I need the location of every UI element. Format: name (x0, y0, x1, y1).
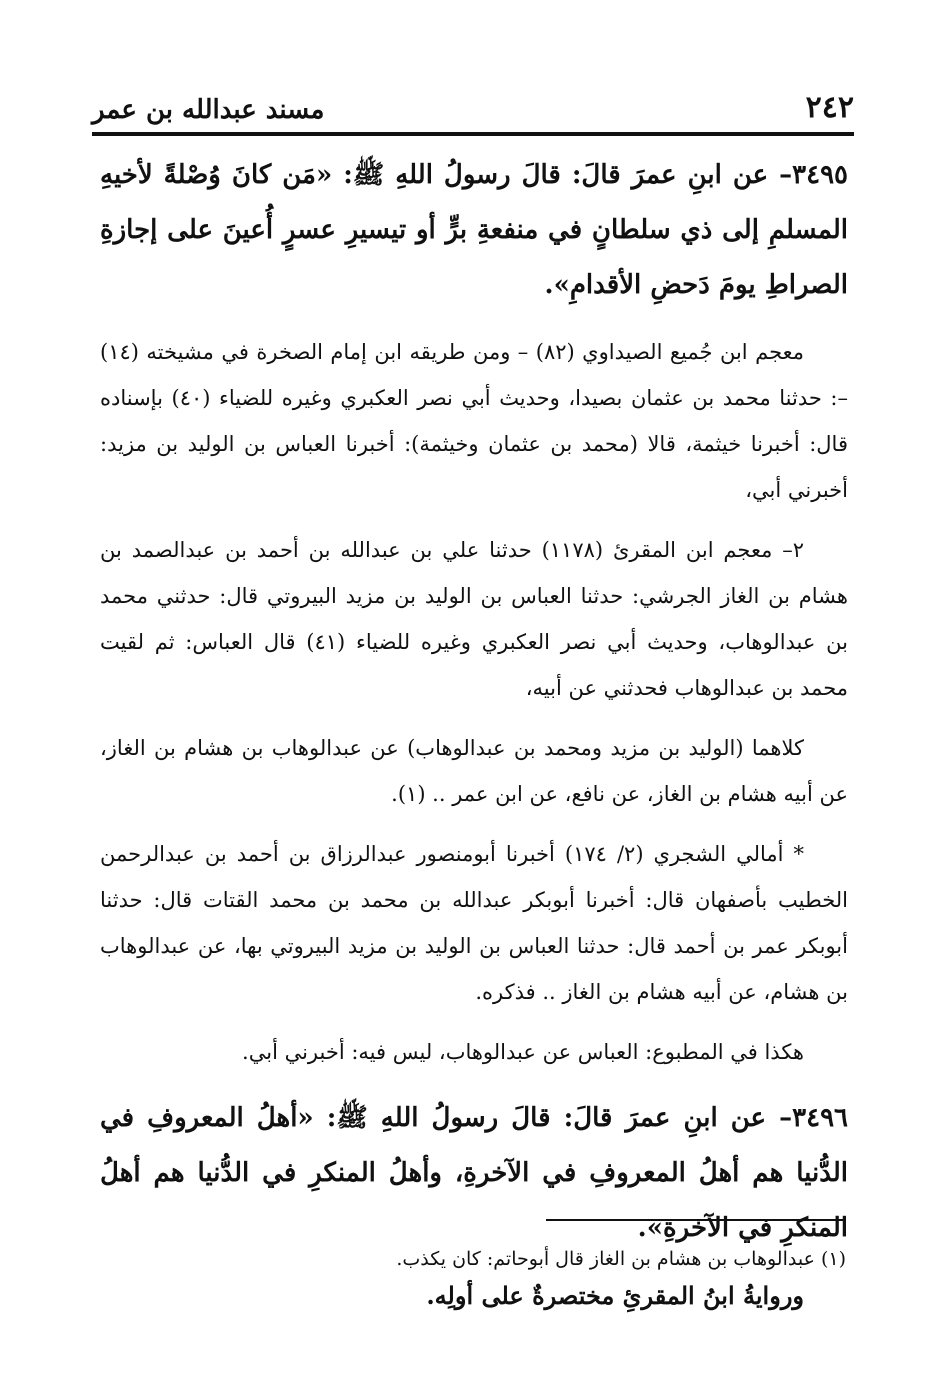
source-paragraph-1: معجم ابن جُميع الصيداوي (٨٢) – ومن طريقه ابن إمام الصخرة في مشيخته (١٤) –: حدثنا محمد بن عثمان بصيدا، وحديث أبي نصر العكبري وغيره للضياء (٤٠) بإسناده قال: أخبرنا خيثمة، قالا (محمد بن عثمان وخيثمة): أخبرنا العباس بن الوليد بن مزيد: أخبرني أبي، (100, 340, 848, 502)
footnote-rule (546, 1219, 846, 1221)
hadith-3495: ٣٤٩٥– عن ابنِ عمرَ قالَ: قالَ رسولُ اللهِ ﷺ: «مَن كانَ وُصْلةً لأخيهِ المسلمِ إلى ذي سلطانٍ في منفعةِ برٍّ أو تيسيرِ عسرٍ أُعينَ على إجازةِ الصراطِ يومَ دَحضِ الأقدامِ». (100, 160, 848, 300)
page-header (92, 85, 854, 125)
narration-note: وروايةُ ابنُ المقرئِ مختصرةٌ على أولِه. (426, 1281, 804, 1310)
source-paragraph-3: * أمالي الشجري (٢/ ١٧٤) أخبرنا أبومنصور عبدالرزاق بن أحمد بن عبدالرحمن الخطيب بأصفهان قال: أخبرنا أبوبكر عبدالله بن محمد بن محمد القتات قال: حدثنا أبوبكر عمر بن أحمد قال: حدثنا العباس بن الوليد بن مزيد البيروتي بها، عن عبدالوهاب بن هشام، عن أبيه هشام بن الغاز .. فذكره. (100, 842, 848, 1004)
footnote: (١) عبدالوهاب بن هشام بن الغاز قال أبوحاتم: كان يكذب. (396, 1248, 846, 1270)
editor-remark: هكذا في المطبوع: العباس عن عبدالوهاب، ليس فيه: أخبرني أبي. (242, 1040, 804, 1064)
combined-chain: كلاهما (الوليد بن مزيد ومحمد بن عبدالوهاب) عن عبدالوهاب بن هشام بن الغاز، عن أبيه هشام بن الغاز، عن نافع، عن ابن عمر .. (١). (100, 736, 848, 806)
header-rule (92, 132, 854, 136)
page-number: ٢٤٢ (805, 90, 854, 125)
main-text (100, 148, 848, 1320)
source-paragraph-2: ٢– معجم ابن المقرئ (١١٧٨) حدثنا علي بن عبدالله بن أحمد بن عبدالصمد بن هشام بن الغاز الجرشي: حدثنا العباس بن الوليد بن مزيد البيروتي قال: حدثني محمد بن عبدالوهاب، وحديث أبي نصر العكبري وغيره للضياء (٤١) قال العباس: ثم لقيت محمد بن عبدالوهاب فحدثني عن أبيه، (100, 538, 848, 700)
hadith-3496: ٣٤٩٦– عن ابنِ عمرَ قالَ: قالَ رسولُ اللهِ ﷺ: «أهلُ المعروفِ في الدُّنيا هم أهلُ المعروفِ في الآخرةِ، وأهلُ المنكرِ في الدُّنيا هم أهلُ المنكرِ في الآخرةِ». (100, 1103, 848, 1243)
book-title: مسند عبدالله بن عمر (92, 95, 325, 125)
